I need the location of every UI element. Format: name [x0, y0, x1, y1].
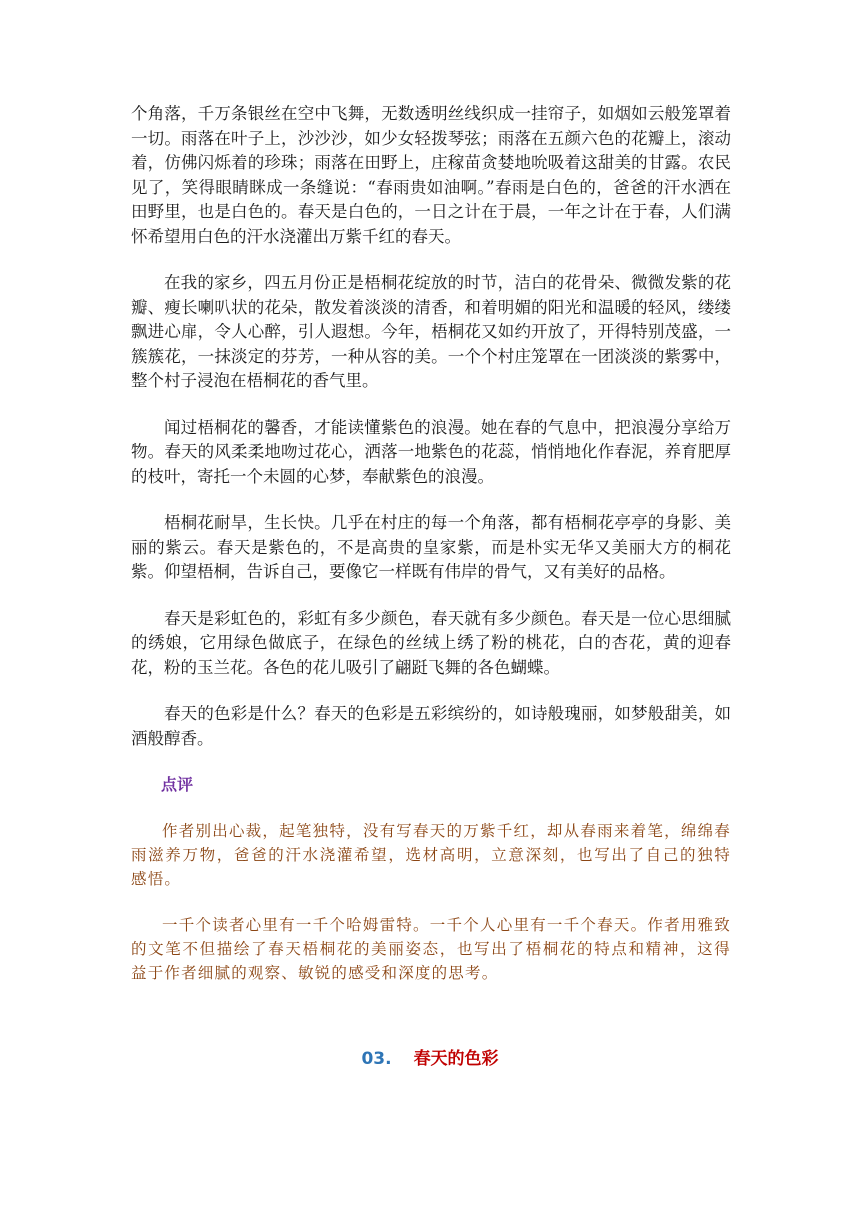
article-body: [131, 102, 731, 985]
paragraph-rainbow-spring: 春天是彩虹色的，彩虹有多少颜色，春天就有多少颜色。春天是一位心思细腻的绣娘，它用绿色做底子，在绿色的丝绒上绣了粉的桃花，白的杏花，黄的迎春花，粉的玉兰花。各色的花儿吸引了翩跹飞舞的各色蝴蝶。: [131, 608, 731, 677]
paragraph-spring-rain: 个角落，千万条银丝在空中飞舞，无数透明丝线织成一挂帘子，如烟如云般笼罩着一切。雨落在叶子上，沙沙沙，如少女轻拨琴弦；雨落在五颜六色的花瓣上，滚动着，仿佛闪烁着的珍珠；雨落在田野上，庄稼苗贪婪地吮吸着这甜美的甘露。农民见了，笑得眼睛眯成一条缝说：“春雨贵如油啊。”春雨是白色的，爸爸的汗水洒在田野里，也是白色的。春天是白色的，一日之计在于晨，一年之计在于春，人们满怀希望用白色的汗水浇灌出万紫千红的春天。: [131, 104, 731, 246]
paragraph-purple-romance: 闻过梧桐花的馨香，才能读懂紫色的浪漫。她在春的气息中，把浪漫分享给万物。春天的风柔柔地吻过花心，洒落一地紫色的花蕊，悄悄地化作春泥，养育肥厚的枝叶，寄托一个未圆的心梦，奉献紫色的浪漫。: [131, 417, 731, 486]
review-title: 点评: [161, 775, 194, 794]
paragraph-paulownia-blossom: 在我的家乡，四五月份正是梧桐花绽放的时节，洁白的花骨朵、微微发紫的花瓣、瘦长喇叭状的花朵，散发着淡淡的清香，和着明媚的阳光和温暖的轻风，缕缕飘进心扉，令人心醉，引人遐想。今年，梧桐花又如约开放了，开得特别茂盛，一簇簇花，一抹淡定的芬芳，一种从容的美。一个个村庄笼罩在一团淡淡的紫雾中，整个村子浸泡在梧桐花的香气里。: [131, 273, 731, 390]
review-paragraph: 一千个读者心里有一千个哈姆雷特。一千个人心里有一千个春天。作者用雅致的文笔不但描绘了春天梧桐花的美丽姿态，也写出了梧桐花的特点和精神，这得益于作者细腻的观察、敏锐的感受和深度的思考。: [131, 916, 731, 982]
section-heading: [0, 1046, 860, 1072]
section-title: 春天的色彩: [413, 1049, 499, 1069]
paragraph-paulownia-purple: 梧桐花耐旱，生长快。几乎在村庄的每一个角落，都有梧桐花亭亭的身影、美丽的紫云。春天是紫色的，不是高贵的皇家紫，而是朴实无华又美丽大方的桐花紫。仰望梧桐，告诉自己，要像它一样既有伟岸的骨气，又有美好的品格。: [131, 513, 731, 581]
review-paragraph: 作者别出心裁，起笔独特，没有写春天的万紫千红，却从春雨来着笔，绵绵春雨滋养万物，爸爸的汗水浇灌希望，选材高明，立意深刻，也写出了自己的独特感悟。: [131, 822, 731, 888]
paragraph-spring-colors: 春天的色彩是什么？春天的色彩是五彩缤纷的，如诗般瑰丽，如梦般甜美，如酒般醇香。: [131, 704, 731, 748]
section-number: 03.: [361, 1049, 392, 1069]
